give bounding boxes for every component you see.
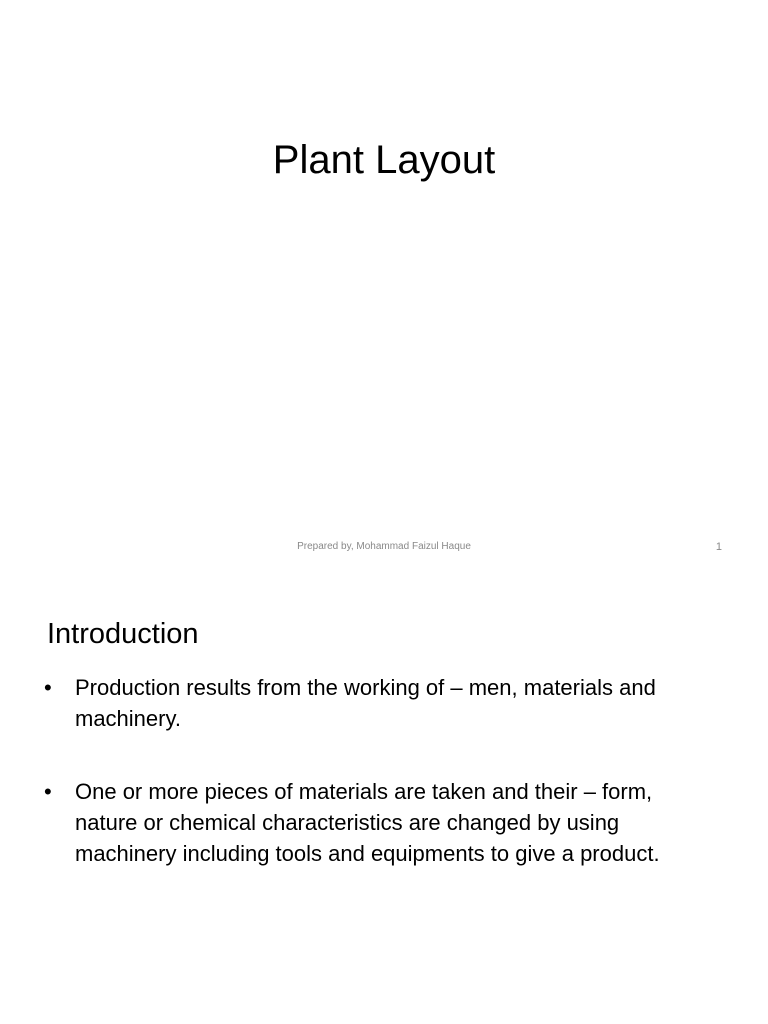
bullet-item bbox=[40, 672, 720, 734]
section-heading: Introduction bbox=[47, 618, 199, 650]
slide-title: Plant Layout bbox=[272, 138, 496, 182]
bullet-list bbox=[40, 672, 720, 911]
slide-footer: Prepared by, Mohammad Faizul Haque bbox=[297, 541, 471, 552]
bullet-text: Production results from the working of – men, materials and machinery. bbox=[75, 675, 656, 731]
introduction-slide bbox=[0, 576, 768, 1024]
slide-page-number: 1 bbox=[715, 541, 722, 553]
bullet-text: One or more pieces of materials are taken and their – form, nature or chemical characteristics are changed by using machinery including tools and equipments to give a product. bbox=[75, 779, 660, 866]
bullet-icon: • bbox=[44, 675, 52, 700]
bullet-icon: • bbox=[44, 779, 52, 804]
bullet-item bbox=[40, 776, 720, 869]
